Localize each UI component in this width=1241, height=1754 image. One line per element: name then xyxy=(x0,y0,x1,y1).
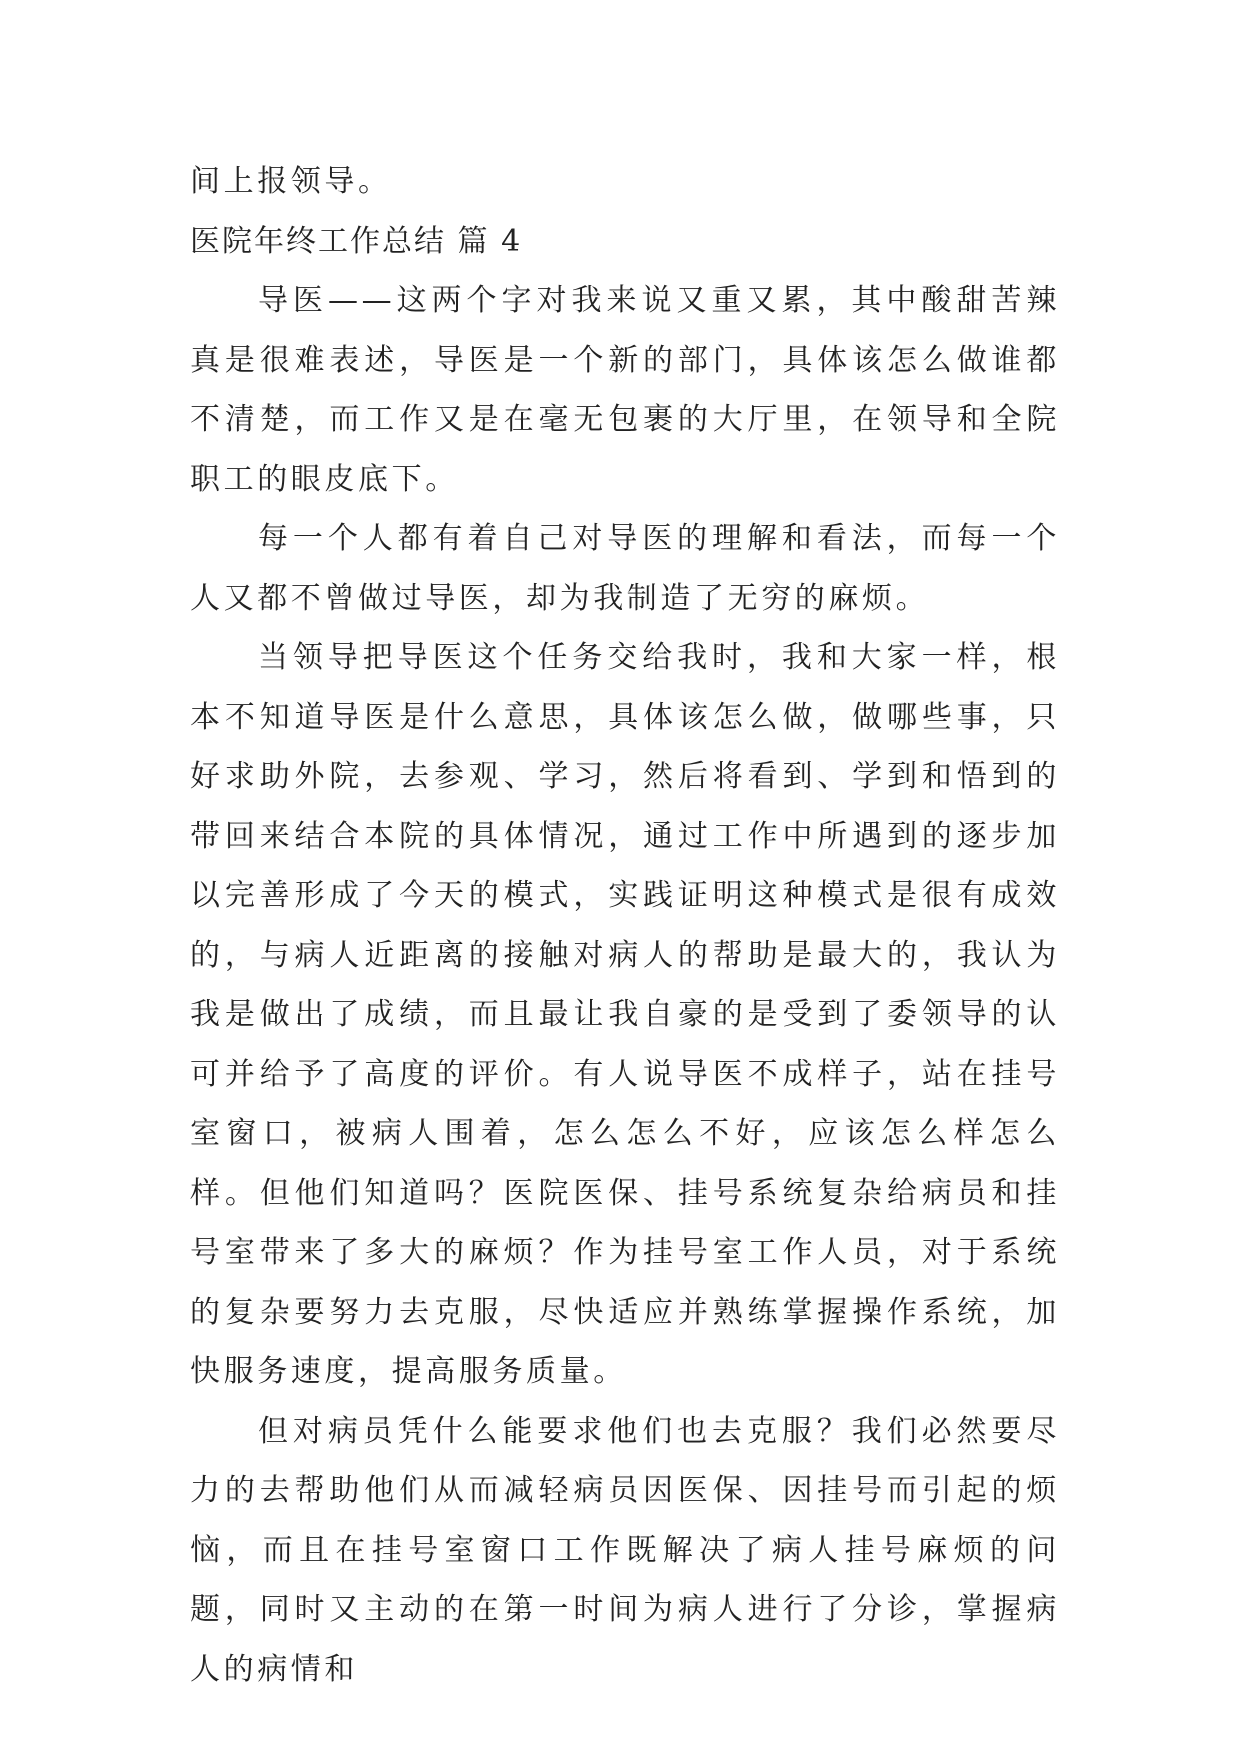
paragraph-3: 当领导把导医这个任务交给我时，我和大家一样，根本不知道导医是什么意思，具体该怎么做，做哪些事，只好求助外院，去参观、学习，然后将看到、学到和悟到的带回来结合本院的具体情况，通过工作中所遇到的逐步加以完善形成了今天的模式，实践证明这种模式是很有成效的，与病人近距离的接触对病人的帮助是最大的，我认为我是做出了成绩，而且最让我自豪的是受到了委领导的认可并给予了高度的评价。有人说导医不成样子，站在挂号室窗口，被病人围着，怎么怎么不好，应该怎么样怎么样。但他们知道吗？医院医保、挂号系统复杂给病员和挂号室带来了多大的麻烦？作为挂号室工作人员，对于系统的复杂要努力去克服，尽快适应并熟练掌握操作系统，加快服务速度，提高服务质量。 xyxy=(190,640,1060,1389)
paragraph-4: 但对病员凭什么能要求他们也去克服？我们必然要尽力的去帮助他们从而减轻病员因医保、因挂号而引起的烦恼，而且在挂号室窗口工作既解决了病人挂号麻烦的问题，同时又主动的在第一时间为病人进行了分诊，掌握病人的病情和 xyxy=(190,1413,1060,1687)
paragraph-1: 导医——这两个字对我来说又重又累，其中酸甜苦辣真是很难表述，导医是一个新的部门，具体该怎么做谁都不清楚，而工作又是在毫无包裹的大厅里，在领导和全院职工的眼皮底下。 xyxy=(190,283,1060,497)
section-title: 医院年终工作总结 篇 4 xyxy=(190,223,523,259)
document-body xyxy=(190,152,1060,1699)
paragraph-2: 每一个人都有着自己对导医的理解和看法，而每一个人又都不曾做过导医，却为我制造了无穷的麻烦。 xyxy=(190,521,1060,616)
lead-fragment: 间上报领导。 xyxy=(190,164,392,199)
